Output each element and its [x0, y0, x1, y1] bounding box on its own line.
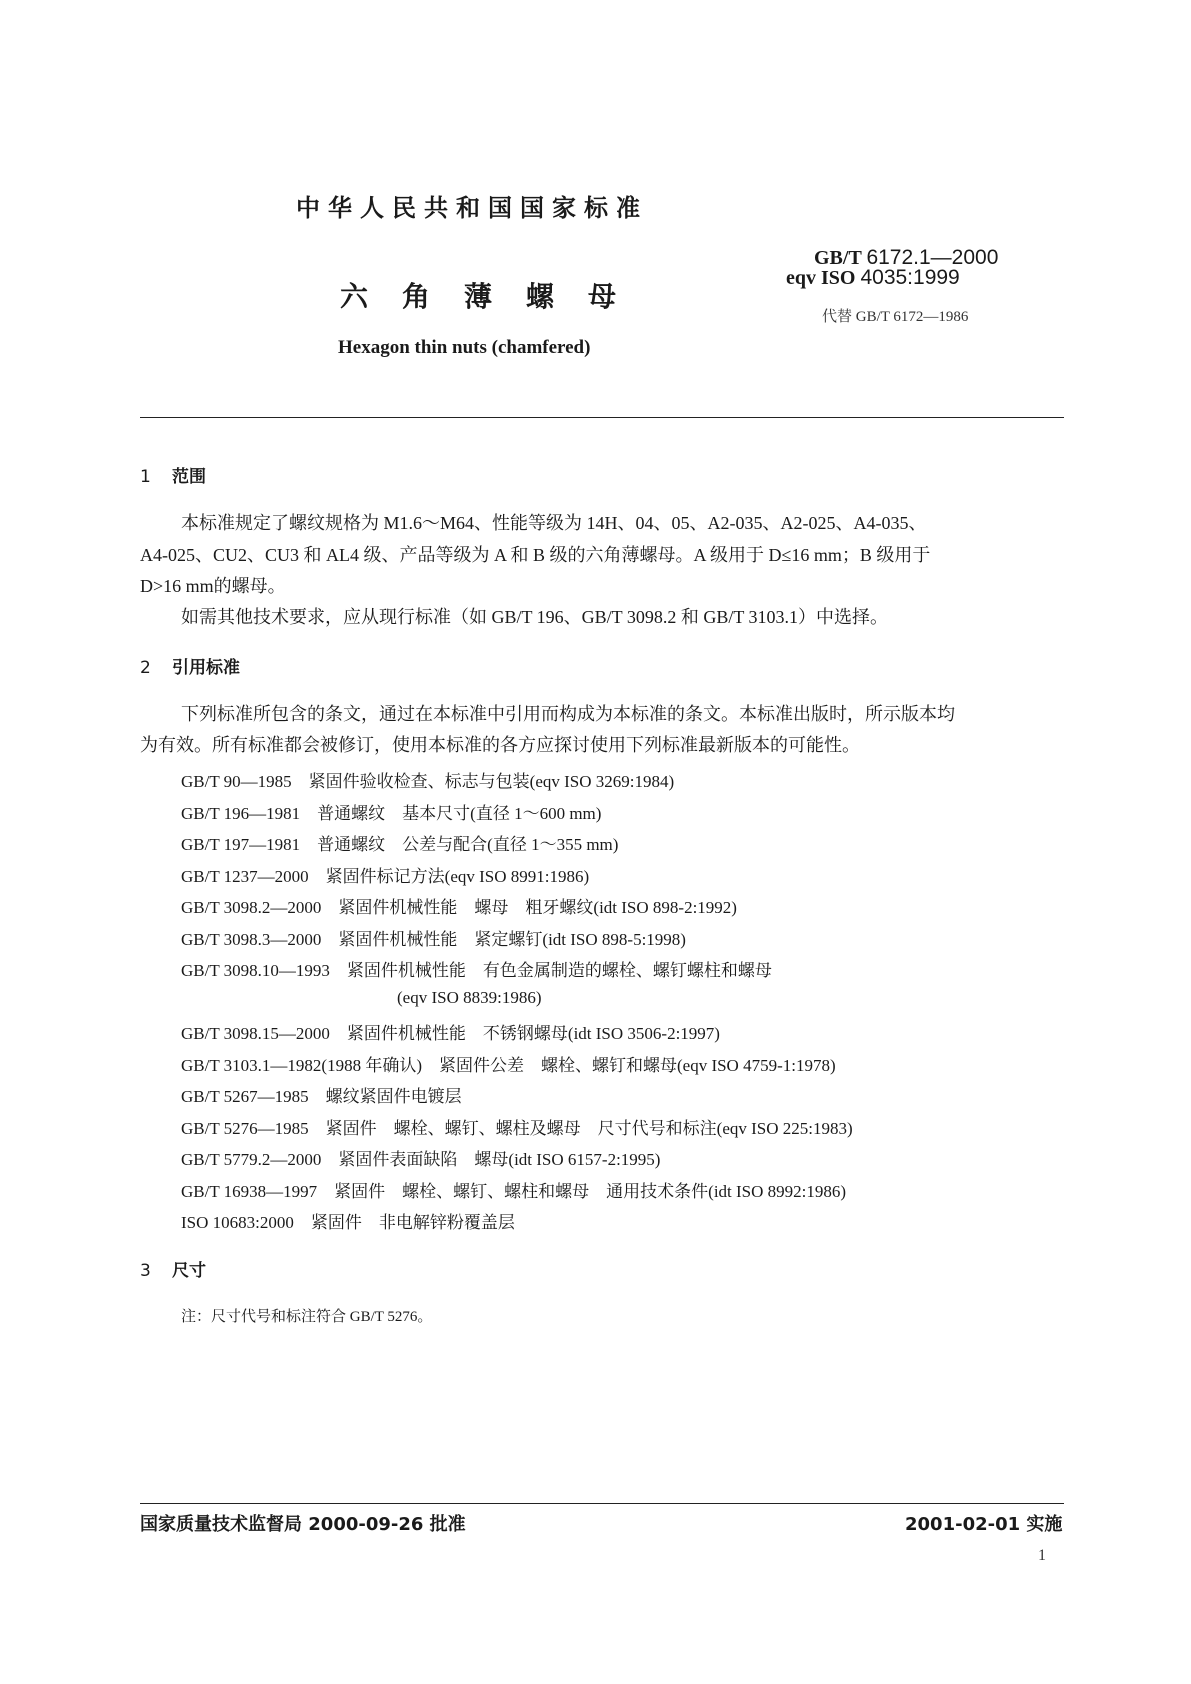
document-title-cn: 六角薄螺母 — [340, 280, 651, 313]
reference-item: GB/T 3098.10—1993 紧固件机械性能 有色金属制造的螺栓、螺钉螺柱和螺母 — [181, 961, 772, 980]
reference-item: GB/T 196—1981 普通螺纹 基本尺寸(直径 1～600 mm) — [181, 804, 602, 823]
equivalent-number: 4035:1999 — [860, 266, 960, 289]
reference-item: GB/T 3098.3—2000 紧固件机械性能 紧定螺钉(idt ISO 898-5:1998) — [181, 930, 686, 949]
standard-number-value: 6172.1—2000 — [866, 246, 999, 269]
reference-item: GB/T 5779.2—2000 紧固件表面缺陷 螺母(idt ISO 6157-2:1995) — [181, 1150, 661, 1169]
section-number: 3 — [140, 1261, 151, 1281]
reference-item: GB/T 3098.15—2000 紧固件机械性能 不锈钢螺母(idt ISO 3506-2:1997) — [181, 1024, 720, 1043]
section-number: 2 — [140, 658, 151, 678]
reference-item: GB/T 90—1985 紧固件验收检查、标志与包装(eqv ISO 3269:1984) — [181, 772, 675, 791]
header-divider — [140, 417, 1064, 418]
section-1-heading — [140, 462, 206, 487]
section-note: 注：尺寸代号和标注符合 GB/T 5276。 — [181, 1309, 433, 1325]
paragraph-line: 如需其他技术要求，应从现行标准（如 GB/T 196、GB/T 3098.2 和 GB/T 3103.1）中选择。 — [181, 607, 889, 627]
equivalent-standard — [786, 266, 960, 290]
national-standard-heading: 中华人民共和国国家标准 — [296, 194, 648, 222]
paragraph-line: A4-025、CU2、CU3 和 AL4 级、产品等级为 A 和 B 级的六角薄螺母。A 级用于 D≤16 mm；B 级用于 — [140, 545, 931, 565]
document-title-en: Hexagon thin nuts (chamfered) — [338, 337, 591, 358]
reference-item: GB/T 3098.2—2000 紧固件机械性能 螺母 粗牙螺纹(idt ISO 898-2:1992) — [181, 898, 737, 917]
paragraph-line: 下列标准所包含的条文，通过在本标准中引用而构成为本标准的条文。本标准出版时，所示版本均 — [181, 704, 955, 724]
section-title: 范围 — [172, 467, 206, 487]
paragraph-line: 为有效。所有标准都会被修订，使用本标准的各方应探讨使用下列标准最新版本的可能性。 — [140, 735, 860, 755]
reference-item: ISO 10683:2000 紧固件 非电解锌粉覆盖层 — [181, 1213, 515, 1232]
page-number: 1 — [1038, 1547, 1046, 1564]
reference-item: GB/T 16938—1997 紧固件 螺栓、螺钉、螺柱和螺母 通用技术条件(idt ISO 8992:1986) — [181, 1182, 847, 1201]
section-title: 尺寸 — [172, 1261, 206, 1281]
section-number: 1 — [140, 467, 151, 487]
paragraph-line: D>16 mm的螺母。 — [140, 576, 286, 596]
replaces-standard: 代替 GB/T 6172—1986 — [822, 309, 969, 325]
implementation-date: 2001-02-01 实施 — [905, 1514, 1063, 1535]
reference-item: GB/T 5267—1985 螺纹紧固件电镀层 — [181, 1087, 462, 1106]
reference-item-continuation: (eqv ISO 8839:1986) — [397, 988, 542, 1007]
reference-item: GB/T 5276—1985 紧固件 螺栓、螺钉、螺柱及螺母 尺寸代号和标注(eqv ISO 225:1983) — [181, 1119, 853, 1138]
footer-divider — [140, 1503, 1064, 1504]
paragraph-line: 本标准规定了螺纹规格为 M1.6～M64、性能等级为 14H、04、05、A2-035、A2-025、A4-035、 — [181, 513, 927, 533]
approval-statement: 国家质量技术监督局 2000-09-26 批准 — [140, 1514, 466, 1535]
reference-item: GB/T 3103.1—1982(1988 年确认) 紧固件公差 螺栓、螺钉和螺母(eqv ISO 4759-1:1978) — [181, 1056, 836, 1075]
reference-item: GB/T 197—1981 普通螺纹 公差与配合(直径 1～355 mm) — [181, 835, 619, 854]
standard-code: GB/T — [814, 247, 862, 269]
section-3-heading — [140, 1256, 206, 1281]
section-2-heading — [140, 653, 240, 678]
section-title: 引用标准 — [172, 658, 240, 678]
equivalent-label: eqv ISO — [786, 267, 856, 289]
reference-item: GB/T 1237—2000 紧固件标记方法(eqv ISO 8991:1986) — [181, 867, 590, 886]
